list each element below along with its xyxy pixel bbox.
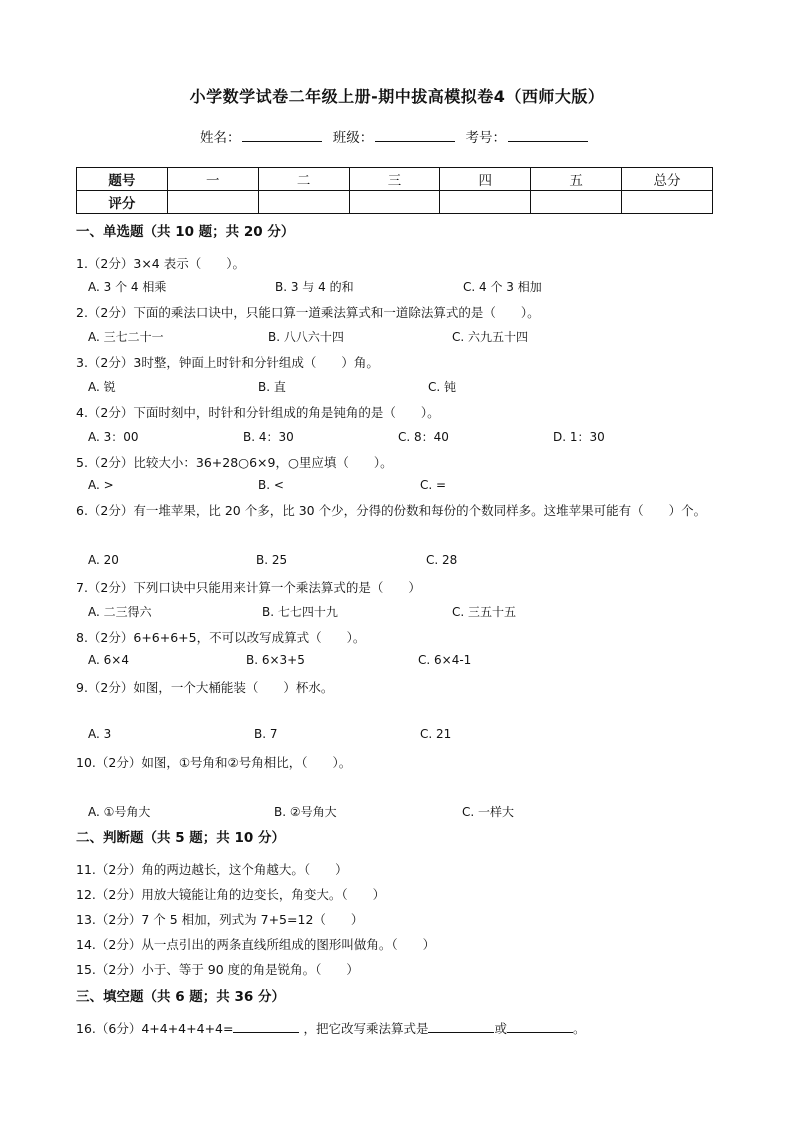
table-cell: 一 <box>167 168 258 191</box>
score-cell[interactable] <box>349 191 440 214</box>
option-c[interactable]: C. 一样大 <box>462 805 515 819</box>
score-cell[interactable] <box>622 191 713 214</box>
table-cell: 四 <box>440 168 531 191</box>
option-c[interactable]: C. 6×4-1 <box>418 653 472 667</box>
table-cell: 总分 <box>622 168 713 191</box>
question-5: 5.（2分）比较大小：36+28○6×9，○里应填（ ）。 <box>76 455 393 470</box>
question-16 <box>76 1019 586 1037</box>
option-a[interactable]: A. 二三得六 <box>88 605 152 619</box>
option-c[interactable]: C. 8：40 <box>398 430 449 444</box>
question-2: 2.（2分）下面的乘法口诀中，只能口算一道乘法算式和一道除法算式的是（ ）。 <box>76 305 540 320</box>
option-a[interactable]: A. 3 <box>88 727 112 741</box>
score-table-header-row <box>77 168 713 191</box>
option-b[interactable]: B. 直 <box>258 380 286 394</box>
option-a[interactable]: A. ①号角大 <box>88 805 151 819</box>
option-b[interactable]: B. 7 <box>254 727 278 741</box>
section-heading-true-false: 二、判断题（共 5 题；共 10 分） <box>76 830 285 846</box>
section-heading-single-choice: 一、单选题（共 10 题；共 20 分） <box>76 224 295 240</box>
question-7: 7.（2分）下列口诀中只能用来计算一个乘法算式的是（ ） <box>76 580 421 595</box>
option-b[interactable]: B. 七七四十九 <box>262 605 338 619</box>
score-cell[interactable] <box>167 191 258 214</box>
score-cell[interactable] <box>258 191 349 214</box>
option-b[interactable]: B. 4：30 <box>243 430 294 444</box>
question-16-middle: ，把它改写乘法算式是 <box>303 1021 429 1036</box>
table-cell: 五 <box>531 168 622 191</box>
page-title: 小学数学试卷二年级上册-期中拔高模拟卷4（西师大版） <box>189 87 605 106</box>
exam-number-blank[interactable] <box>508 129 588 142</box>
question-1: 1.（2分）3×4 表示（ ）。 <box>76 256 245 271</box>
option-c[interactable]: C. 21 <box>420 727 452 741</box>
option-b[interactable]: B. 八八六十四 <box>268 330 344 344</box>
option-b[interactable]: B. < <box>258 478 284 492</box>
option-a[interactable]: A. 3：00 <box>88 430 139 444</box>
option-b[interactable]: B. ②号角大 <box>274 805 337 819</box>
option-a[interactable]: A. 3 个 4 相乘 <box>88 280 167 294</box>
answer-blank[interactable] <box>428 1020 494 1033</box>
question-8: 8.（2分）6+6+6+5，不可以改写成算式（ ）。 <box>76 630 366 645</box>
question-15: 15.（2分）小于、等于 90 度的角是锐角。（ ） <box>76 962 359 977</box>
question-16-or: 或 <box>494 1021 507 1036</box>
table-cell: 评分 <box>77 191 168 214</box>
option-a[interactable]: A. 20 <box>88 553 119 567</box>
student-info-line <box>0 126 794 146</box>
option-b[interactable]: B. 3 与 4 的和 <box>275 280 354 294</box>
option-a[interactable]: A. > <box>88 478 114 492</box>
option-d[interactable]: D. 1：30 <box>553 430 605 444</box>
option-c[interactable]: C. 钝 <box>428 380 457 394</box>
question-16-end: 。 <box>572 1021 586 1036</box>
answer-blank[interactable] <box>507 1020 573 1033</box>
option-c[interactable]: C. 三五十五 <box>452 605 517 619</box>
option-a[interactable]: A. 锐 <box>88 380 116 394</box>
question-9: 9.（2分）如图，一个大桶能装（ ）杯水。 <box>76 680 334 695</box>
question-13: 13.（2分）7 个 5 相加，列式为 7+5=12（ ） <box>76 912 364 927</box>
option-c[interactable]: C. 28 <box>426 553 458 567</box>
question-4: 4.（2分）下面时刻中，时针和分针组成的角是钝角的是（ ）。 <box>76 405 440 420</box>
class-label: 班级： <box>332 130 374 146</box>
option-b[interactable]: B. 6×3+5 <box>246 653 305 667</box>
name-blank[interactable] <box>242 129 322 142</box>
question-6: 6.（2分）有一堆苹果，比 20 个多，比 30 个少，分得的份数和每份的个数同样多。这堆苹果可能有（ ）个。 <box>76 503 707 518</box>
score-cell[interactable] <box>531 191 622 214</box>
option-a[interactable]: A. 6×4 <box>88 653 129 667</box>
option-c[interactable]: C. = <box>420 478 447 492</box>
question-16-prefix: 16.（6分）4+4+4+4+4= <box>76 1021 234 1036</box>
table-cell: 三 <box>349 168 440 191</box>
question-10: 10.（2分）如图，①号角和②号角相比，（ ）。 <box>76 755 352 770</box>
table-cell: 二 <box>258 168 349 191</box>
score-cell[interactable] <box>440 191 531 214</box>
class-blank[interactable] <box>375 129 455 142</box>
exam-number-label: 考号： <box>465 130 507 146</box>
name-label: 姓名： <box>199 130 241 146</box>
question-3: 3.（2分）3时整，钟面上时针和分针组成（ ）角。 <box>76 355 379 370</box>
option-a[interactable]: A. 三七二十一 <box>88 330 164 344</box>
question-11: 11.（2分）角的两边越长，这个角越大。（ ） <box>76 862 348 877</box>
option-b[interactable]: B. 25 <box>256 553 288 567</box>
table-cell: 题号 <box>77 168 168 191</box>
question-14: 14.（2分）从一点引出的两条直线所组成的图形叫做角。（ ） <box>76 937 436 952</box>
option-c[interactable]: C. 4 个 3 相加 <box>463 280 542 294</box>
score-table <box>76 167 713 214</box>
score-table-score-row <box>77 191 713 214</box>
answer-blank[interactable] <box>233 1020 299 1033</box>
option-c[interactable]: C. 六九五十四 <box>452 330 529 344</box>
section-heading-fill-in: 三、填空题（共 6 题；共 36 分） <box>76 989 285 1005</box>
question-12: 12.（2分）用放大镜能让角的边变长，角变大。（ ） <box>76 887 386 902</box>
